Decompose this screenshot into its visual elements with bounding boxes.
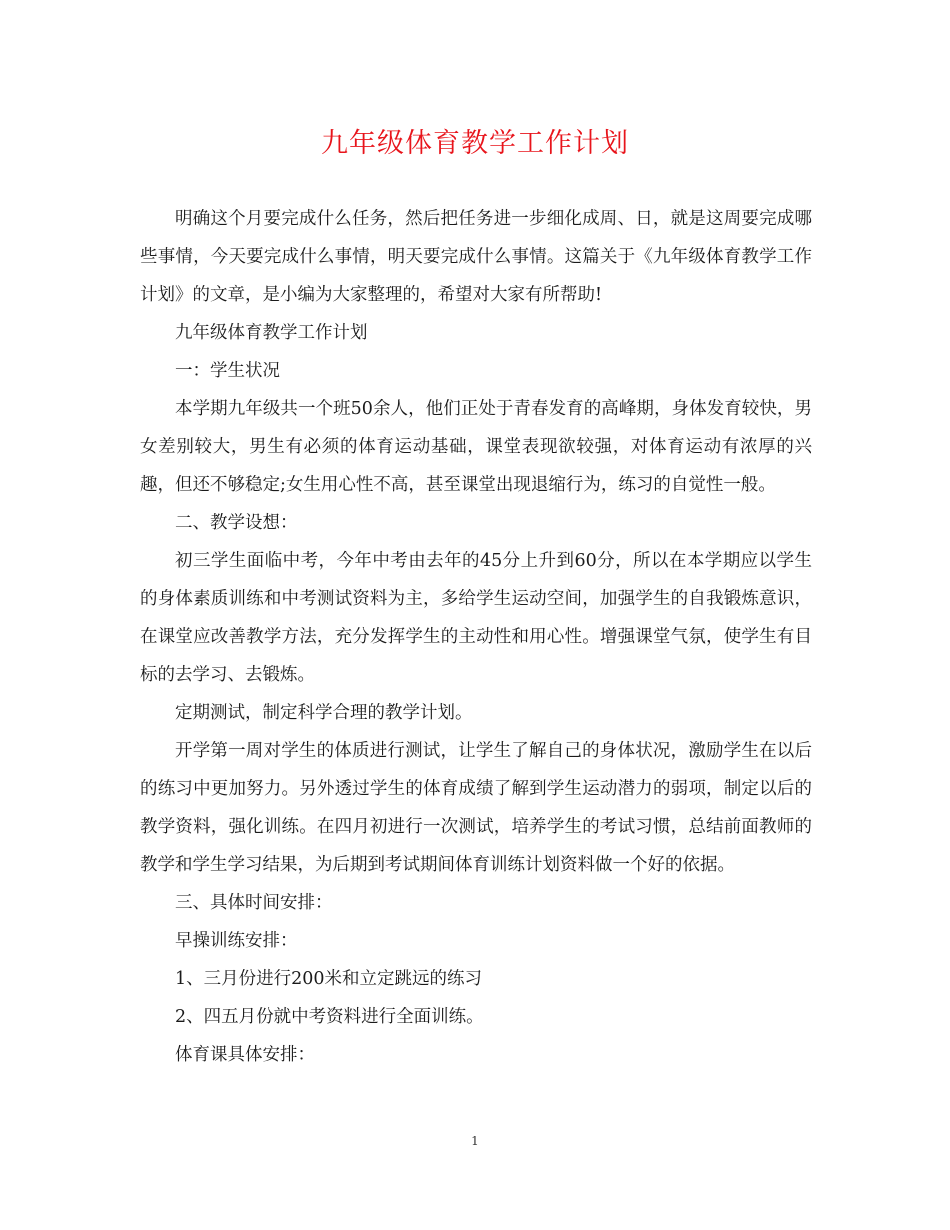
document-body: [140, 200, 812, 1074]
intro-paragraph: 明确这个月要完成什么任务，然后把任务进一步细化成周、日，就是这周要完成哪些事情，今天要完成什么事情，明天要完成什么事情。这篇关于《九年级体育教学工作计划》的文章，是小编为大家整理的，希望对大家有所帮助!: [140, 209, 812, 305]
section-heading-students: 一：学生状况: [175, 361, 280, 381]
students-paragraph: 本学期九年级共一个班50余人，他们正处于青春发育的高峰期，身体发育较快，男女差别较大，男生有必须的体育运动基础，课堂表现欲较强，对体育运动有浓厚的兴趣，但还不够稳定;女生用心性不高，甚至课堂出现退缩行为，练习的自觉性一般。: [140, 399, 812, 495]
testing-paragraph: 开学第一周对学生的体质进行测试，让学生了解自己的身体状况，激励学生在以后的练习中更加努力。另外透过学生的体育成绩了解到学生运动潜力的弱项，制定以后的教学资料，强化训练。在四月初进行一次测试，培养学生的考试习惯，总结前面教师的教学和学生学习结果，为后期到考试期间体育训练计划资料做一个好的依据。: [140, 741, 812, 875]
schedule-item-1: 1、三月份进行200米和立定跳远的练习: [175, 969, 483, 989]
schedule-item-2: 2、四五月份就中考资料进行全面训练。: [175, 1007, 484, 1027]
morning-exercise-heading: 早操训练安排：: [175, 931, 298, 951]
teaching-plan-paragraph: 初三学生面临中考，今年中考由去年的45分上升到60分，所以在本学期应以学生的身体素质训练和中考测试资料为主，多给学生运动空间，加强学生的自我锻炼意识，在课堂应改善教学方法，充分发挥学生的主动性和用心性。增强课堂气氛，使学生有目标的去学习、去锻炼。: [140, 551, 812, 685]
page-number: 1: [471, 1134, 479, 1148]
section-heading-teaching-plan: 二、教学设想：: [175, 513, 298, 533]
document-title: 九年级体育教学工作计划: [321, 128, 629, 159]
section-heading-schedule: 三、具体时间安排：: [175, 893, 333, 913]
testing-heading-paragraph: 定期测试，制定科学合理的教学计划。: [175, 703, 473, 723]
pe-class-heading: 体育课具体安排：: [175, 1045, 315, 1065]
subtitle-paragraph: 九年级体育教学工作计划: [175, 323, 368, 343]
